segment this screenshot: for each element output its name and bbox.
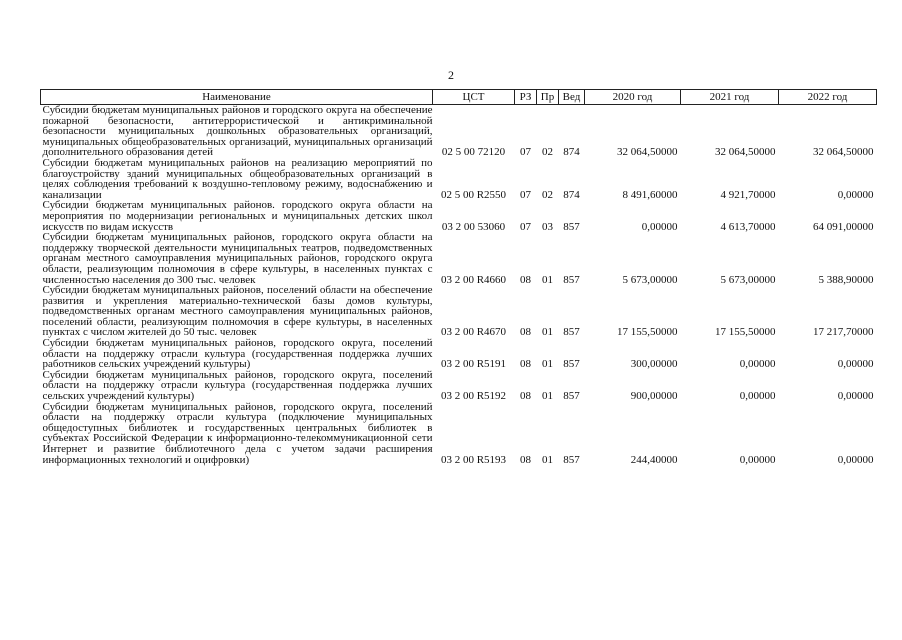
row-name: Субсидии бюджетам муниципальных районов, городского округа, поселений области на поддержку отрасли культура (подключение муниципальных общедоступных библиотек и государственных центральных библиотек в субъектах Российской Федерации к информационно-телекоммуникационной сети Интернет и развитие библиотечного дела с учетом задачи расширения информационных технологий и оцифровки) (42, 400, 433, 466)
row-2020: 244,40000 (630, 453, 678, 466)
row-rz: 08 (520, 453, 531, 466)
row-2020: 300,00000 (630, 358, 678, 371)
row-name-cell (41, 200, 433, 232)
row-name: Субсидии бюджетам муниципальных районов. городского округа области на мероприятия по модернизации региональных и муниципальных детских школ искусств по видам искусств (42, 199, 433, 233)
row-2020: 900,00000 (630, 390, 678, 403)
header-name: Наименование (41, 90, 433, 105)
row-name: Субсидии бюджетам муниципальных районов, поселений области на обеспечение развития и укрепления материально-технической базы домов культуры, подведомственных органам местного самоуправления муниципальных районов, поселений области, реализующим полномочия в сфере культуры, в населенных пунктах с числом жителей до 50 тыс. человек (42, 284, 433, 339)
row-name-cell (41, 105, 433, 158)
row-2021: 5 673,00000 (720, 273, 776, 286)
row-ved: 857 (563, 326, 580, 339)
row-cst: 03 2 00 R4660 (440, 273, 507, 286)
row-2021: 32 064,50000 (715, 146, 776, 159)
row-cst: 02 5 00 R2550 (440, 188, 507, 201)
row-cst: 03 2 00 R5192 (440, 390, 507, 403)
row-rz: 08 (520, 358, 531, 371)
row-cst: 03 2 00 R4670 (440, 326, 507, 339)
row-2020: 8 491,60000 (622, 188, 678, 201)
row-2022: 0,00000 (837, 358, 874, 371)
row-pr: 01 (542, 273, 553, 286)
row-cst: 03 2 00 53060 (441, 220, 506, 233)
header-rz: РЗ (515, 90, 537, 105)
table-row (41, 200, 877, 232)
row-2021: 0,00000 (739, 453, 776, 466)
row-ved: 857 (563, 358, 580, 371)
row-pr: 01 (542, 326, 553, 339)
row-2021: 4 921,70000 (720, 188, 776, 201)
row-2020: 0,00000 (641, 220, 678, 233)
row-2021: 17 155,50000 (715, 326, 776, 339)
row-rz: 07 (520, 146, 531, 159)
table-row (41, 285, 877, 338)
row-ved: 857 (563, 390, 580, 403)
row-2020: 5 673,00000 (622, 273, 678, 286)
row-name-cell (41, 370, 433, 402)
table-row (41, 105, 877, 158)
row-name: Субсидии бюджетам муниципальных районов, городского округа, поселений области на поддержку отрасли культура (государственная поддержка лучших работников сельских учреждений культуры) (42, 337, 433, 371)
row-2022: 5 388,90000 (818, 273, 874, 286)
row-pr: 01 (542, 453, 553, 466)
row-cst: 03 2 00 R5191 (440, 358, 507, 371)
row-2020: 17 155,50000 (617, 326, 678, 339)
table-row (41, 158, 877, 200)
row-ved: 857 (563, 453, 580, 466)
table-row (41, 232, 877, 285)
row-rz: 08 (520, 273, 531, 286)
row-2020: 32 064,50000 (617, 146, 678, 159)
row-2021: 0,00000 (739, 390, 776, 403)
header-2021: 2021 год (681, 90, 779, 105)
table-row (41, 370, 877, 402)
row-2022: 0,00000 (837, 188, 874, 201)
budget-table (40, 89, 877, 465)
row-ved: 874 (563, 146, 580, 159)
row-pr: 03 (542, 220, 553, 233)
row-2021: 4 613,70000 (720, 220, 776, 233)
row-name: Субсидии бюджетам муниципальных районов и городского округа на обеспечение пожарной безопасности, антитеррористической и антикриминальной безопасности муниципальных дошкольных образовательных организаций, муниципальных общеобразовательных организаций, муниципальных организаций дополнительного образования детей (42, 104, 433, 159)
row-rz: 07 (520, 188, 531, 201)
row-2021: 0,00000 (739, 358, 776, 371)
page-number: 2 (448, 68, 454, 82)
row-name: Субсидии бюджетам муниципальных районов, городского округа области на поддержку творческой деятельности муниципальных театров, подведомственных органам местного самоуправления муниципальных районов, городского округа области, реализующим полномочия в сфере культуры, в населенных пунктах с численностью населения до 300 тыс. человек (42, 231, 433, 286)
row-ved: 874 (563, 188, 580, 201)
row-pr: 01 (542, 358, 553, 371)
header-cst: ЦСТ (433, 90, 515, 105)
header-pr: Пр (537, 90, 559, 105)
row-rz: 08 (520, 326, 531, 339)
row-pr: 02 (542, 188, 553, 201)
row-cst: 03 2 00 R5193 (440, 453, 507, 466)
row-ved: 857 (563, 273, 580, 286)
row-2022: 64 091,00000 (813, 220, 874, 233)
row-name-cell (41, 338, 433, 370)
row-pr: 01 (542, 390, 553, 403)
row-name-cell (41, 402, 433, 466)
header-2020: 2020 год (585, 90, 681, 105)
row-name-cell (41, 285, 433, 338)
header-2022: 2022 год (779, 90, 877, 105)
row-2022: 0,00000 (837, 453, 874, 466)
row-name-cell (41, 232, 433, 285)
row-name-cell (41, 158, 433, 200)
row-2022: 17 217,70000 (813, 326, 874, 339)
row-name: Субсидии бюджетам муниципальных районов на реализацию мероприятий по благоустройству зданий муниципальных общеобразовательных организаций в целях соблюдения требований к воздушно-тепловому режиму, водоснабжению и канализации (42, 156, 433, 201)
table-row (41, 402, 877, 466)
row-name: Субсидии бюджетам муниципальных районов, городского округа, поселений области на поддержку отрасли культура (государственная поддержка лучших сельских учреждений культуры) (42, 368, 433, 403)
row-cst: 02 5 00 72120 (441, 146, 506, 159)
table-header-row (41, 90, 877, 105)
row-rz: 07 (520, 220, 531, 233)
header-ved: Вед (559, 90, 585, 105)
row-rz: 08 (520, 390, 531, 403)
row-2022: 0,00000 (837, 390, 874, 403)
row-2022: 32 064,50000 (813, 146, 874, 159)
row-ved: 857 (563, 220, 580, 233)
row-pr: 02 (542, 146, 553, 159)
table-row (41, 338, 877, 370)
